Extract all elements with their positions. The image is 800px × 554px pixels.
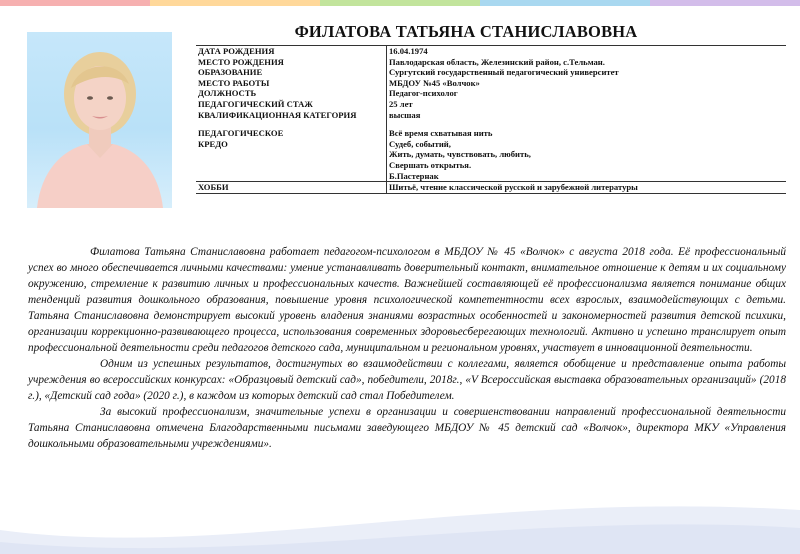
education-label: ОБРАЗОВАНИЕ — [196, 67, 387, 78]
credo-line: Судеб, событий, — [389, 138, 451, 149]
biography-paragraph: Филатова Татьяна Станиславовна работает педагогом-психологом в МБДОУ № 45 «Волчок» с августа 2018 года. Её профессиональный успех во много обеспечивается личными качествами: умение устанавливать доверительный контакт, внимательное отношение к детям и их социальному окружению, стремление к развитию личных и профессиональных качеств. Важнейшей составляющей её профессионализма является понимание общих тенденций развития дошкольного образования, повышение уровня психологической компетентности всех взрослых, взаимодействующих с детьми. Татьяна Станиславовна демонстрирует высокий уровень владения знаниями возрастных особенностей и закономерностей развития детской психики, организации коррекционно-развивающего процесса, использования современных здоровьесберегающих технологий. Активно и успешно транслирует опыт профессиональной деятельности среди педагогов детского сада, муниципальном и региональном уровнях, участвует в инновационной деятельности. — [28, 246, 786, 354]
position-value: Педагог-психолог — [389, 88, 458, 99]
workplace-label: МЕСТО РАБОТЫ — [196, 78, 387, 89]
education-value: Сургутский государственный педагогический университет — [389, 67, 619, 78]
top-color-bar — [0, 0, 800, 6]
category-label: КВАЛИФИКАЦИОННАЯ КАТЕГОРИЯ — [196, 110, 387, 121]
workplace-value: МБДОУ №45 «Волчок» — [389, 77, 480, 88]
page-title: ФИЛАТОВА ТАТЬЯНА СТАНИСЛАВОВНА — [294, 22, 638, 41]
portrait-photo — [27, 32, 172, 208]
biography-paragraph: За высокий профессионализм, значительные успехи в организации и совершенствовании направлений профессиональной деятельности Татьяна Станиславовна отмечена Благодарственными письмами заведующего МБДОУ № 45 детский сад «Волчок», директора МКУ «Управления дошкольными образовательными учреждениями». — [28, 406, 786, 450]
biography-paragraph: Одним из успешных результатов, достигнутых во взаимодействии с коллегами, является обобщение и представление опыта работы учреждения во всероссийских конкурсах: «Образцовый детский сад», победители, 2018г., «V Всероссийская выставка образовательных организаций» (2018 г.), «Детский сад года» (2020 г.), в каждом из которых детский сад стал Победителем. — [28, 358, 786, 402]
credo-author: Б.Пастернак — [389, 170, 439, 181]
birth-date-label: ДАТА РОЖДЕНИЯ — [196, 46, 387, 57]
birth-place-value: Павлодарская область, Железинский район, с.Тельман. — [389, 56, 605, 67]
birth-place-label: МЕСТО РОЖДЕНИЯ — [196, 57, 387, 68]
hobby-label: ХОББИ — [196, 182, 387, 194]
category-value: высшая — [389, 109, 421, 120]
personal-info-table — [196, 45, 786, 194]
credo-label-2: КРЕДО — [196, 139, 387, 150]
credo-line: Всё время схватывая нить — [389, 128, 493, 139]
birth-date-value: 16.04.1974 — [387, 46, 787, 57]
experience-label: ПЕДАГОГИЧЕСКИЙ СТАЖ — [196, 99, 387, 110]
biography-text — [28, 244, 786, 452]
position-label: ДОЛЖНОСТЬ — [196, 88, 387, 99]
experience-value: 25 лет — [389, 98, 413, 109]
credo-line: Свершать открытья. — [389, 159, 472, 170]
decorative-swoosh — [0, 470, 800, 554]
credo-label-1: ПЕДАГОГИЧЕСКОЕ — [196, 128, 387, 139]
hobby-value: Шитьё, чтение классической русской и зарубежной литературы — [387, 182, 787, 194]
credo-line: Жить, думать, чувствовать, любить, — [389, 149, 531, 160]
